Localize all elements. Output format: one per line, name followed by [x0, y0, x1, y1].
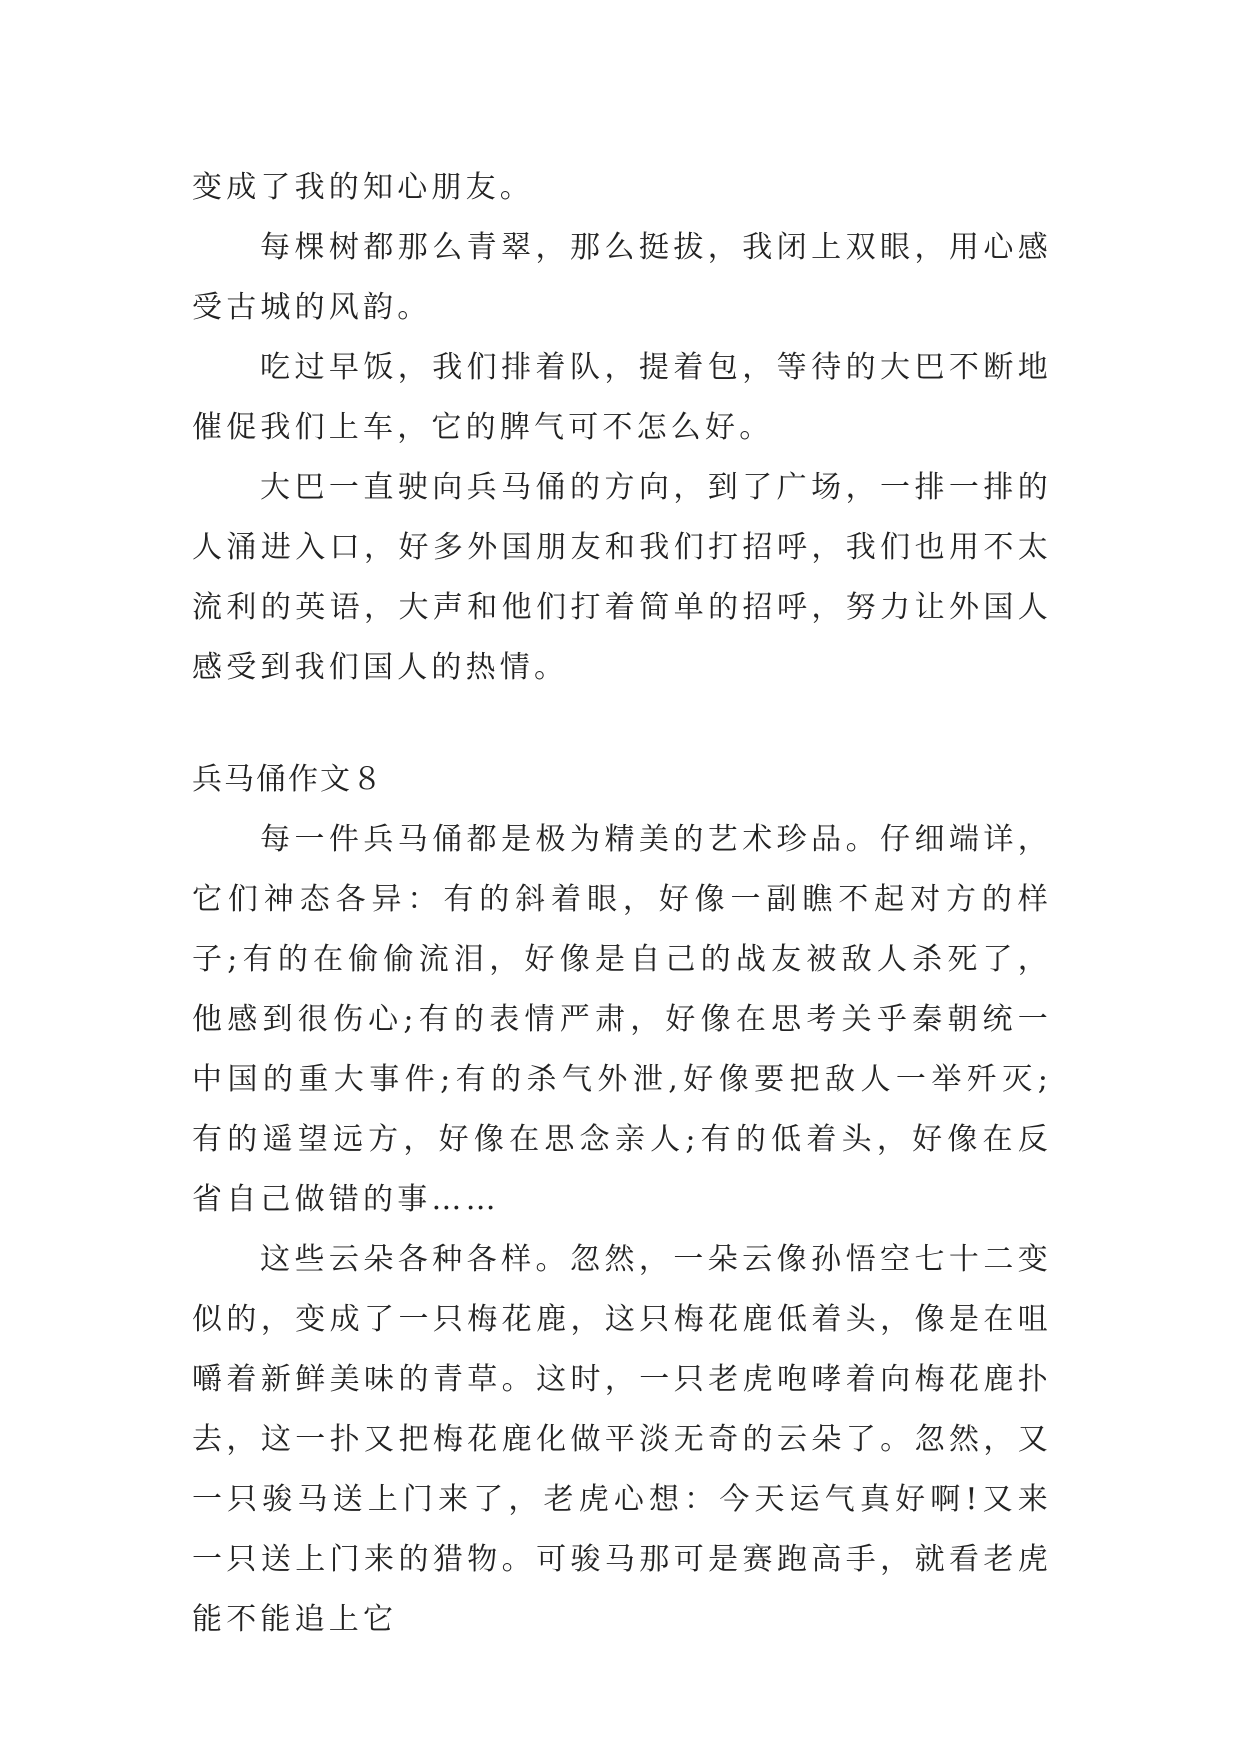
paragraph-trees: 每棵树都那么青翠，那么挺拔，我闭上双眼，用心感受古城的风韵。	[192, 230, 1052, 325]
document-body	[192, 158, 1052, 1650]
paragraph-continued: 变成了我的知心朋友。	[192, 170, 534, 205]
paragraph-clouds: 这些云朵各种各样。忽然，一朵云像孙悟空七十二变似的，变成了一只梅花鹿，这只梅花鹿低着头，像是在咀嚼着新鲜美味的青草。这时，一只老虎咆哮着向梅花鹿扑去，这一扑又把梅花鹿化做平淡无奇的云朵了。忽然，又一只骏马送上门来了，老虎心想：今天运气真好啊!又来一只送上门来的猎物。可骏马那可是赛跑高手，就看老虎能不能追上它	[192, 1242, 1052, 1637]
paragraph-terracotta: 每一件兵马俑都是极为精美的艺术珍品。仔细端详，它们神态各异：有的斜着眼，好像一副瞧不起对方的样子;有的在偷偷流泪，好像是自己的战友被敌人杀死了，他感到很伤心;有的表情严肃，好像在思考关乎秦朝统一中国的重大事件;有的杀气外泄,好像要把敌人一举歼灭;有的遥望远方，好像在思念亲人;有的低着头，好像在反省自己做错的事……	[192, 822, 1052, 1217]
section-heading: 兵马俑作文８	[192, 762, 384, 797]
paragraph-bus: 大巴一直驶向兵马俑的方向，到了广场，一排一排的人涌进入口，好多外国朋友和我们打招呼，我们也用不太流利的英语，大声和他们打着简单的招呼，努力让外国人感受到我们国人的热情。	[192, 470, 1052, 685]
paragraph-breakfast: 吃过早饭，我们排着队，提着包，等待的大巴不断地催促我们上车，它的脾气可不怎么好。	[192, 350, 1052, 445]
